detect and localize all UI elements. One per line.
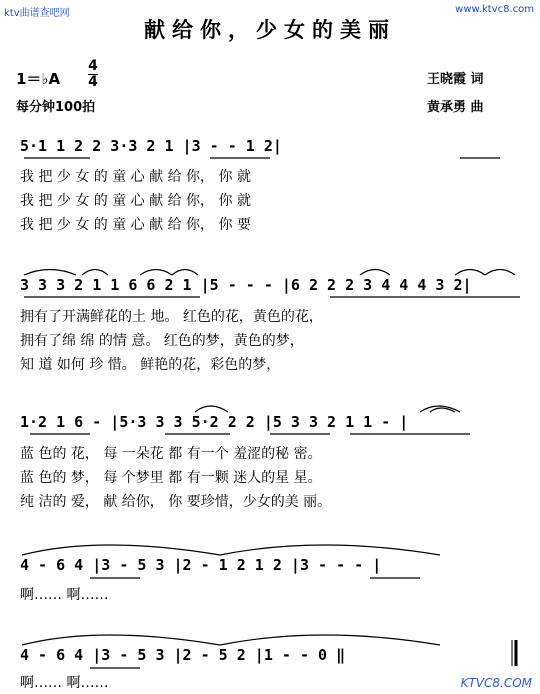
lyric-row-5: 啊…… 啊…… — [20, 675, 109, 691]
watermark-left: ktv曲谱查吧网 — [4, 8, 70, 19]
lyricist-credit: 王晓霞 词 — [427, 72, 484, 87]
composer-credit: 黄承勇 曲 — [427, 100, 484, 115]
lyric-row-2-verse-2: 拥有了绵 绵 的情 意。 红色的梦，黄色的梦， — [20, 333, 304, 349]
notation-row-3: 1·2 1 6 - |5·3 3 3 5·2 2 2 |5 3 3 2 1 1 - | — [20, 413, 409, 431]
tempo-marking: 每分钟100拍 — [16, 100, 96, 115]
lyric-row-3-verse-2: 蓝 色的 梦， 每 个梦里 都 有一颗 迷人的星 星。 — [20, 470, 322, 486]
lyric-row-1-verse-2: 我 把 少 女 的 童 心 献 给 你， 你 就 — [20, 193, 251, 209]
lyric-row-1-verse-3: 我 把 少 女 的 童 心 献 给 你， 你 要 — [20, 217, 251, 233]
notation-row-1: 5·1 1 2 2 3·3 2 1 |3 - - 1 2| — [20, 137, 282, 155]
lyric-row-1-verse-1: 我 把 少 女 的 童 心 献 给 你， 你 就 — [20, 169, 251, 185]
lyric-row-2-verse-3: 知 道 如何 珍 惜。 鲜艳的花，彩色的梦， — [20, 357, 281, 373]
time-signature-bottom: 4 — [88, 74, 98, 90]
lyric-row-2-verse-1: 拥有了开满鲜花的土 地。 红色的花，黄色的花， — [20, 309, 323, 325]
watermark-bottom: KTVC8.COM — [460, 676, 532, 690]
lyric-row-3-verse-1: 蓝 色的 花， 每 一朵花 都 有一个 羞涩的秘 密。 — [20, 446, 322, 462]
notation-row-4: 4 - 6 4 |3 - 5 3 |2 - 1 2 1 2 |3 - - - | — [20, 556, 382, 574]
watermark-right: www.ktvc8.com — [455, 4, 534, 15]
notation-row-5: 4 - 6 4 |3 - 5 3 |2 - 5 2 |1 - - 0 ‖ — [20, 646, 346, 664]
lyric-row-4: 啊…… 啊…… — [20, 587, 109, 603]
time-signature-top: 4 — [88, 58, 98, 74]
song-title: 献给你，少女的美丽 — [144, 17, 396, 42]
lyric-row-3-verse-3: 纯 洁的 爱， 献 给你， 你 要珍惜，少女的美 丽。 — [20, 494, 332, 510]
notation-row-2: 3 3 3 2 1 1 6 6 2 1 |5 - - - |6 2 2 2 3 4 4 4 3 2| — [20, 276, 472, 294]
key-signature: 1＝♭A — [16, 70, 61, 88]
